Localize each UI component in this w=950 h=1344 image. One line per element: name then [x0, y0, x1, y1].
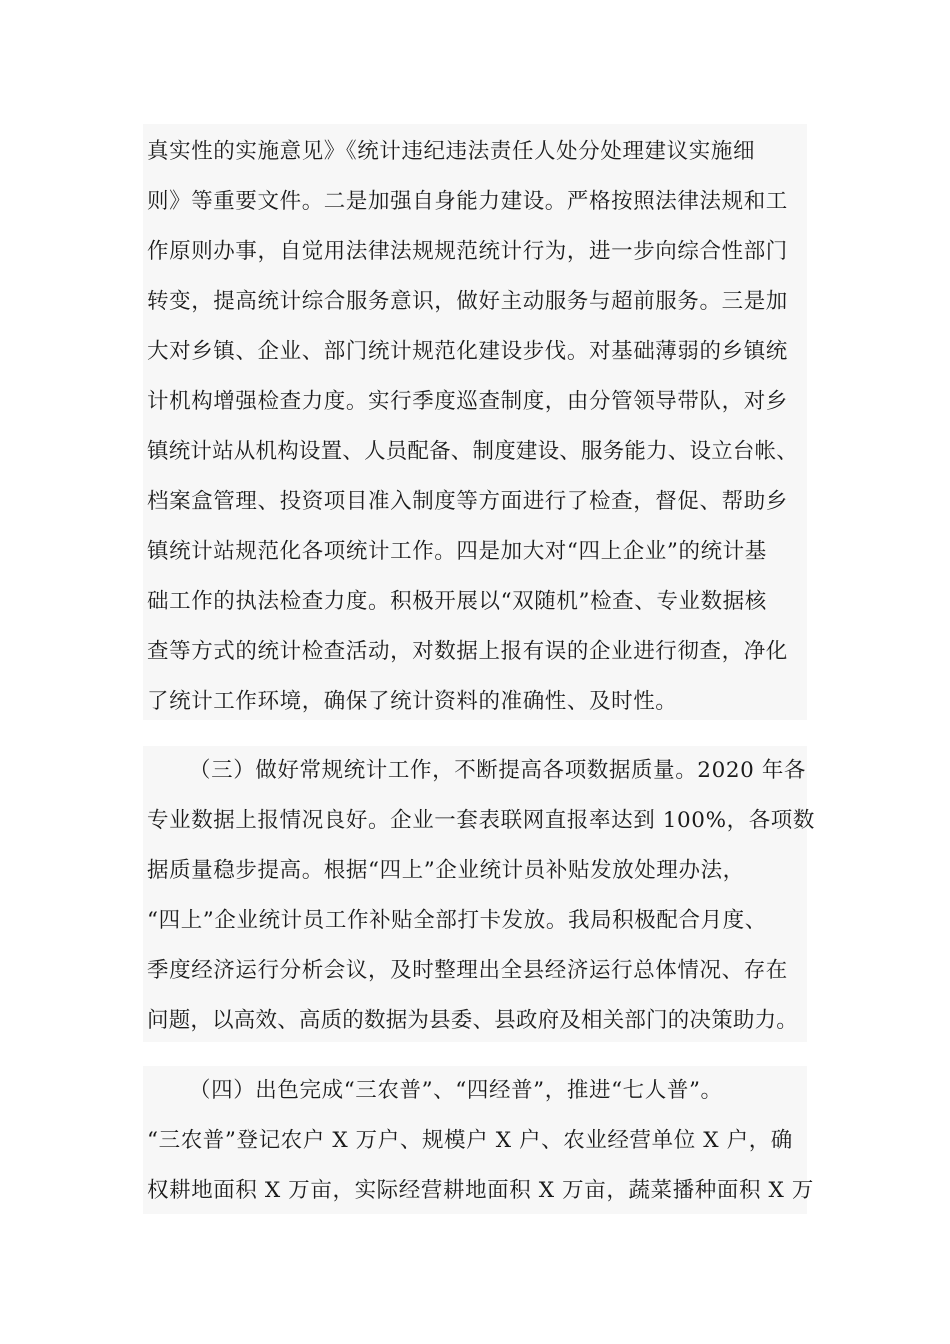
text-line: 镇统计站从机构设置、人员配备、制度建设、服务能力、设立台帐、	[147, 439, 799, 464]
text-line: 础工作的执法检查力度。积极开展以“双随机”检查、专业数据核	[147, 589, 767, 614]
text-line: 据质量稳步提高。根据“四上”企业统计员补贴发放处理办法，	[147, 858, 745, 883]
text-line: 查等方式的统计检查活动，对数据上报有误的企业进行彻查，净化	[147, 639, 788, 664]
text-line: 权耕地面积 X 万亩，实际经营耕地面积 X 万亩，蔬菜播种面积 X 万	[147, 1178, 814, 1203]
text-line: 问题，以高效、高质的数据为县委、县政府及相关部门的决策助力。	[147, 1008, 799, 1033]
text-line: 作原则办事，自觉用法律法规规范统计行为，进一步向综合性部门	[147, 239, 788, 264]
text-line: 真实性的实施意见》《统计违纪违法责任人处分处理建议实施细	[147, 139, 756, 164]
text-line: （三）做好常规统计工作，不断提高各项数据质量。2020 年各	[189, 758, 807, 783]
text-line: （四）出色完成“三农普”、“四经普”，推进“七人普”。	[189, 1078, 723, 1103]
text-line: 季度经济运行分析会议，及时整理出全县经济运行总体情况、存在	[147, 958, 788, 983]
text-line: 镇统计站规范化各项统计工作。四是加大对“四上企业”的统计基	[147, 539, 767, 564]
text-line: 转变，提高统计综合服务意识，做好主动服务与超前服务。三是加	[147, 289, 788, 314]
text-line: 计机构增强检查力度。实行季度巡查制度，由分管领导带队，对乡	[147, 389, 788, 414]
text-line: 了统计工作环境，确保了统计资料的准确性、及时性。	[147, 689, 678, 714]
paragraph-routine-statistics	[143, 746, 816, 1042]
text-line: 专业数据上报情况良好。企业一套表联网直报率达到 100%，各项数	[147, 808, 816, 833]
paragraph-enforcement	[143, 124, 807, 720]
paragraph-census	[143, 1066, 814, 1214]
text-line: 档案盒管理、投资项目准入制度等方面进行了检查，督促、帮助乡	[147, 489, 788, 514]
text-line: 大对乡镇、企业、部门统计规范化建设步伐。对基础薄弱的乡镇统	[147, 339, 788, 364]
text-line: “四上”企业统计员工作补贴全部打卡发放。我局积极配合月度、	[147, 908, 767, 933]
text-line: 则》等重要文件。二是加强自身能力建设。严格按照法律法规和工	[147, 189, 788, 214]
text-line: “三农普”登记农户 X 万户、规模户 X 户、农业经营单位 X 户，确	[147, 1128, 793, 1153]
